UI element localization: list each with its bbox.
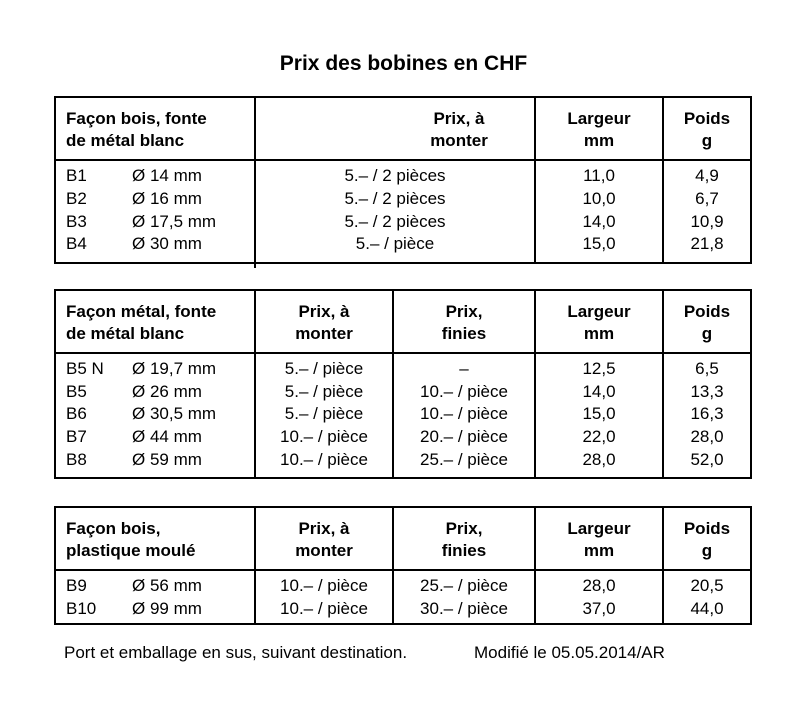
code-cell: B10 xyxy=(66,599,97,618)
table-row xyxy=(56,575,750,597)
header-prix-monter: monter xyxy=(295,541,353,560)
table-bobines-bois xyxy=(54,96,752,264)
header-prix-monter: monter xyxy=(430,131,488,150)
header-poids: g xyxy=(701,324,713,343)
footer-shipping-note: Port et emballage en sus, suivant destination. xyxy=(64,643,408,662)
header-prix-finies: finies xyxy=(441,541,487,560)
header-facon: Façon bois, xyxy=(66,519,161,538)
code-cell: B3 xyxy=(66,212,87,231)
table-row xyxy=(56,426,750,448)
table-header xyxy=(56,98,750,161)
width-cell: 15,0 xyxy=(582,234,616,253)
diameter-cell: Ø 26 mm xyxy=(132,382,202,401)
width-cell: 15,0 xyxy=(582,404,616,423)
width-cell: 12,5 xyxy=(582,359,616,378)
weight-cell: 21,8 xyxy=(690,234,724,253)
price-monter-cell: 5.– / pièce xyxy=(284,359,364,378)
table-header xyxy=(56,291,750,354)
code-cell: B4 xyxy=(66,234,87,253)
table-row xyxy=(56,188,750,210)
header-largeur: Largeur xyxy=(567,519,631,538)
header-facon: de métal blanc xyxy=(66,324,185,343)
header-prix-finies: Prix, xyxy=(445,302,483,321)
diameter-cell: Ø 56 mm xyxy=(132,576,202,595)
header-facon: de métal blanc xyxy=(66,131,185,150)
header-facon: Façon métal, fonte xyxy=(66,302,217,321)
weight-cell: 16,3 xyxy=(690,404,724,423)
table-row xyxy=(56,211,750,233)
width-cell: 28,0 xyxy=(582,450,616,469)
header-prix-finies: finies xyxy=(441,324,487,343)
weight-cell: 6,5 xyxy=(695,359,719,378)
diameter-cell: Ø 99 mm xyxy=(132,599,202,618)
width-cell: 22,0 xyxy=(582,427,616,446)
header-facon: plastique moulé xyxy=(66,541,196,560)
width-cell: 14,0 xyxy=(582,382,616,401)
price-monter-cell: 5.– / pièce xyxy=(284,404,364,423)
price-cell: 5.– / 2 pièces xyxy=(344,166,446,185)
price-monter-cell: 10.– / pièce xyxy=(280,450,368,469)
price-finies-cell: 10.– / pièce xyxy=(420,404,508,423)
diameter-cell: Ø 30,5 mm xyxy=(132,404,217,423)
width-cell: 37,0 xyxy=(582,599,616,618)
weight-cell: 52,0 xyxy=(690,450,724,469)
weight-cell: 44,0 xyxy=(690,599,724,618)
weight-cell: 20,5 xyxy=(690,576,724,595)
code-cell: B9 xyxy=(66,576,87,595)
width-cell: 10,0 xyxy=(582,189,616,208)
header-prix-monter: monter xyxy=(295,324,353,343)
code-cell: B7 xyxy=(66,427,87,446)
price-finies-cell: – xyxy=(459,359,469,378)
header-largeur: Largeur xyxy=(567,109,631,128)
header-poids: g xyxy=(701,131,713,150)
table-row xyxy=(56,381,750,403)
width-cell: 28,0 xyxy=(582,576,616,595)
price-finies-cell: 25.– / pièce xyxy=(420,576,508,595)
header-poids: Poids xyxy=(683,519,731,538)
table-row xyxy=(56,403,750,425)
diameter-cell: Ø 44 mm xyxy=(132,427,202,446)
header-prix-monter: Prix, à xyxy=(298,519,350,538)
header-largeur: Largeur xyxy=(567,302,631,321)
weight-cell: 28,0 xyxy=(690,427,724,446)
table-row xyxy=(56,165,750,187)
code-cell: B8 xyxy=(66,450,87,469)
header-poids: Poids xyxy=(683,302,731,321)
page-title: Prix des bobines en CHF xyxy=(279,52,528,75)
weight-cell: 10,9 xyxy=(690,212,724,231)
header-poids: Poids xyxy=(683,109,731,128)
footer-modified-date: Modifié le 05.05.2014/AR xyxy=(474,643,665,662)
table-bobines-metal xyxy=(54,289,752,479)
header-largeur: mm xyxy=(583,131,615,150)
table-row xyxy=(56,358,750,380)
weight-cell: 6,7 xyxy=(695,189,719,208)
price-monter-cell: 5.– / pièce xyxy=(284,382,364,401)
table-row xyxy=(56,449,750,471)
header-largeur: mm xyxy=(583,541,615,560)
price-monter-cell: 10.– / pièce xyxy=(280,576,368,595)
code-cell: B2 xyxy=(66,189,87,208)
header-prix-monter: Prix, à xyxy=(298,302,350,321)
diameter-cell: Ø 14 mm xyxy=(132,166,202,185)
weight-cell: 4,9 xyxy=(695,166,719,185)
width-cell: 14,0 xyxy=(582,212,616,231)
price-monter-cell: 10.– / pièce xyxy=(280,599,368,618)
code-cell: B1 xyxy=(66,166,87,185)
table-row xyxy=(56,598,750,620)
diameter-cell: Ø 17,5 mm xyxy=(132,212,217,231)
code-cell: B5 xyxy=(66,382,87,401)
diameter-cell: Ø 19,7 mm xyxy=(132,359,217,378)
width-cell: 11,0 xyxy=(583,166,615,185)
diameter-cell: Ø 16 mm xyxy=(132,189,202,208)
header-prix-finies: Prix, xyxy=(445,519,483,538)
price-cell: 5.– / pièce xyxy=(355,234,435,253)
price-finies-cell: 10.– / pièce xyxy=(420,382,508,401)
price-finies-cell: 20.– / pièce xyxy=(420,427,508,446)
price-cell: 5.– / 2 pièces xyxy=(344,212,446,231)
header-largeur: mm xyxy=(583,324,615,343)
price-monter-cell: 10.– / pièce xyxy=(280,427,368,446)
header-prix-monter: Prix, à xyxy=(433,109,485,128)
table-bobines-plastique xyxy=(54,506,752,625)
price-finies-cell: 25.– / pièce xyxy=(420,450,508,469)
header-poids: g xyxy=(701,541,713,560)
code-cell: B5 N xyxy=(66,359,104,378)
diameter-cell: Ø 30 mm xyxy=(132,234,202,253)
price-finies-cell: 30.– / pièce xyxy=(420,599,508,618)
header-facon: Façon bois, fonte xyxy=(66,109,207,128)
diameter-cell: Ø 59 mm xyxy=(132,450,202,469)
table-row xyxy=(56,233,750,255)
weight-cell: 13,3 xyxy=(690,382,724,401)
price-cell: 5.– / 2 pièces xyxy=(344,189,446,208)
code-cell: B6 xyxy=(66,404,87,423)
table-header xyxy=(56,508,750,571)
